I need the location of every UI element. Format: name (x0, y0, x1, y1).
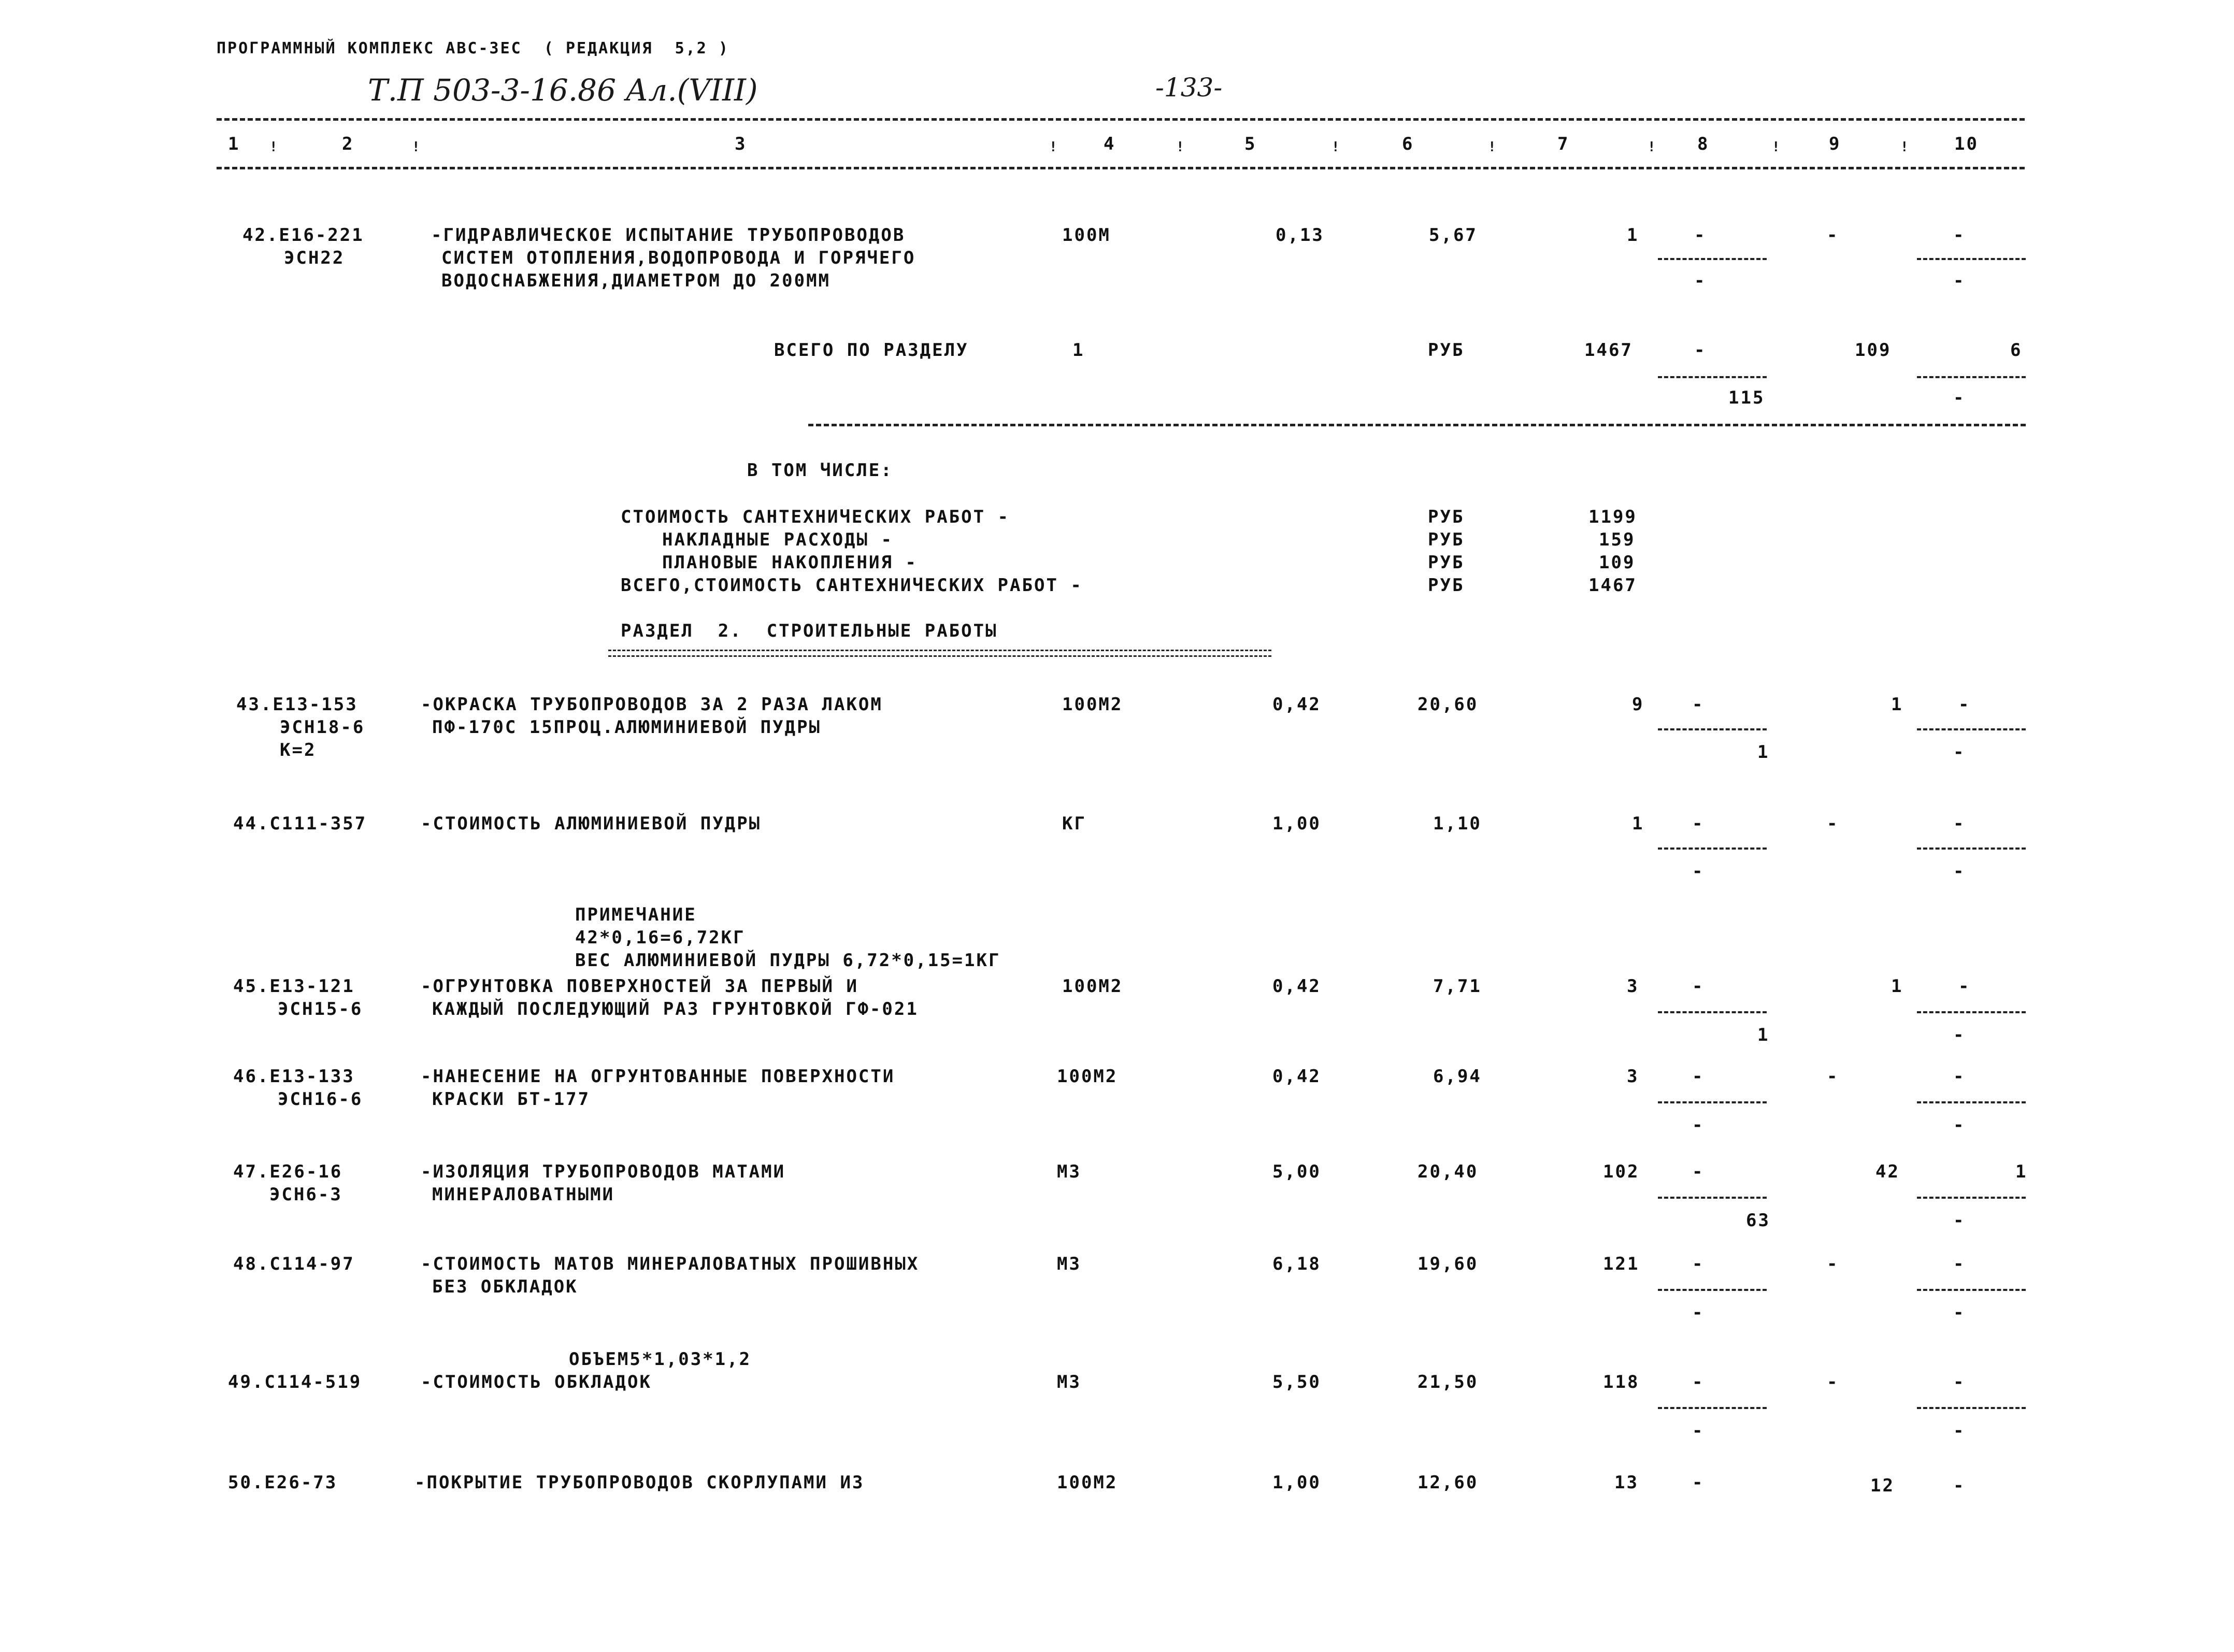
row-total: 9 (1632, 694, 1644, 715)
row-total: 1 (1627, 225, 1639, 246)
row-unit-price: 20,60 (1417, 694, 1479, 715)
row-unit: М3 (1057, 1254, 1081, 1274)
row-total: 121 (1603, 1254, 1640, 1274)
section-total-value: 1467 (1584, 340, 1633, 361)
row-coefficient: К=2 (280, 740, 317, 760)
column-number: 3 (735, 134, 747, 154)
row-col10-top: - (1953, 225, 1966, 246)
note-line: 42*0,16=6,72КГ (575, 927, 746, 948)
row-unit-price: 5,67 (1429, 225, 1478, 246)
row-total: 3 (1627, 1066, 1639, 1087)
row-unit: 100М2 (1062, 976, 1123, 997)
row-code: 44.С111-357 (233, 813, 367, 834)
row-total: 1 (1632, 813, 1644, 834)
row-unit-price: 7,71 (1433, 976, 1482, 997)
row-description: СИСТЕМ ОТОПЛЕНИЯ,ВОДОПРОВОДА И ГОРЯЧЕГО (441, 248, 916, 268)
document-reference: Т.П 503-3-16.86 Ал.(VIII) (368, 73, 758, 108)
row-description: -НАНЕСЕНИЕ НА ОГРУНТОВАННЫЕ ПОВЕРХНОСТИ (421, 1066, 895, 1087)
page-number: -133- (1155, 73, 1223, 103)
row-unit-price: 19,60 (1417, 1254, 1479, 1274)
row-unit: КГ (1062, 813, 1086, 834)
row-unit-price: 21,50 (1417, 1372, 1479, 1392)
including-item-label: НАКЛАДНЫЕ РАСХОДЫ - (662, 529, 893, 550)
row-quantity: 1,00 (1272, 813, 1321, 834)
row-unit-price: 1,10 (1433, 813, 1482, 834)
row-unit-price: 20,40 (1417, 1161, 1479, 1182)
row-description: КРАСКИ БТ-177 (432, 1089, 591, 1110)
section-heading-underline (608, 650, 1271, 657)
section-total-unit: РУБ (1428, 340, 1465, 361)
including-label: В ТОМ ЧИСЛЕ: (747, 460, 893, 481)
row-unit: 100М (1062, 225, 1111, 246)
row-total: 118 (1603, 1372, 1640, 1392)
row-description: -ОКРАСКА ТРУБОПРОВОДОВ ЗА 2 РАЗА ЛАКОМ (421, 694, 883, 715)
row-quantity: 6,18 (1272, 1254, 1321, 1274)
row-description: -ОГРУНТОВКА ПОВЕРХНОСТЕЙ ЗА ПЕРВЫЙ И (421, 976, 858, 997)
column-number: 6 (1402, 134, 1414, 154)
row-norm: ЭСН18-6 (280, 717, 365, 738)
including-item-label: ПЛАНОВЫЕ НАКОПЛЕНИЯ - (662, 552, 918, 573)
section-total-number: 1 (1072, 340, 1085, 361)
row-unit-price: 6,94 (1433, 1066, 1482, 1087)
row-description: КАЖДЫЙ ПОСЛЕДУЮЩИЙ РАЗ ГРУНТОВКОЙ ГФ-021 (432, 999, 919, 1019)
row-code: 46.Е13-133 (233, 1066, 355, 1087)
table-top-rule (217, 118, 2025, 121)
column-number: 4 (1104, 134, 1116, 154)
row-code: 47.Е26-16 (233, 1161, 343, 1182)
row-code: 48.С114-97 (233, 1254, 355, 1274)
volume-note: ОБЪЕМ5*1,03*1,2 (569, 1349, 752, 1370)
row-total: 13 (1614, 1472, 1639, 1493)
row-col10-bottom: - (1953, 270, 1966, 291)
row-description: -СТОИМОСТЬ МАТОВ МИНЕРАЛОВАТНЫХ ПРОШИВНЫХ (421, 1254, 920, 1274)
note-title: ПРИМЕЧАНИЕ (575, 904, 697, 925)
row-unit: М3 (1057, 1372, 1081, 1392)
column-number: 1 (228, 134, 240, 154)
row-norm: ЭСН6-3 (269, 1184, 342, 1205)
including-item-label: СТОИМОСТЬ САНТЕХНИЧЕСКИХ РАБОТ - (621, 507, 1010, 527)
column-number: 7 (1557, 134, 1570, 154)
including-item-value: 109 (1599, 552, 1636, 573)
row-quantity: 0,42 (1272, 694, 1321, 715)
row-norm: ЭСН16-6 (278, 1089, 363, 1110)
row-total: 102 (1603, 1161, 1640, 1182)
row-description: ВОДОСНАБЖЕНИЯ,ДИАМЕТРОМ ДО 200ММ (441, 270, 831, 291)
row-quantity: 1,00 (1272, 1472, 1321, 1493)
section-total-label: ВСЕГО ПО РАЗДЕЛУ (774, 340, 969, 361)
column-number: 5 (1244, 134, 1257, 154)
including-item-value: 159 (1599, 529, 1636, 550)
row-col8-bottom: - (1694, 270, 1707, 291)
section-total-rule (808, 424, 2026, 426)
row-col9: - (1827, 225, 1839, 246)
row-description: ПФ-170С 15ПРОЦ.АЛЮМИНИЕВОЙ ПУДРЫ (432, 717, 822, 738)
row-quantity: 0,42 (1272, 1066, 1321, 1087)
row-col8-top: - (1694, 225, 1707, 246)
column-number: 10 (1954, 134, 1979, 154)
row-quantity: 5,50 (1272, 1372, 1321, 1392)
row-description: -ИЗОЛЯЦИЯ ТРУБОПРОВОДОВ МАТАМИ (421, 1161, 786, 1182)
row-unit: 100М2 (1062, 694, 1123, 715)
row-norm: ЭСН15-6 (278, 999, 363, 1019)
row-description: БЕЗ ОБКЛАДОК (432, 1276, 578, 1297)
row-description: -ПОКРЫТИЕ ТРУБОПРОВОДОВ СКОРЛУПАМИ ИЗ (414, 1472, 865, 1493)
row-quantity: 0,42 (1272, 976, 1321, 997)
row-description: -ГИДРАВЛИЧЕСКОЕ ИСПЫТАНИЕ ТРУБОПРОВОДОВ (431, 225, 906, 246)
row-quantity: 0,13 (1276, 225, 1324, 246)
row-total: 3 (1627, 976, 1639, 997)
row-code: 49.С114-519 (228, 1372, 362, 1392)
including-item-value: 1467 (1588, 575, 1637, 596)
row-code: 43.Е13-153 (236, 694, 358, 715)
row-unit: 100М2 (1057, 1472, 1118, 1493)
row-quantity: 5,00 (1272, 1161, 1321, 1182)
row-code: 50.Е26-73 (228, 1472, 338, 1493)
row-code: 42.Е16-221 (242, 225, 364, 246)
row-norm: ЭСН22 (284, 248, 345, 268)
column-number: 8 (1697, 134, 1710, 154)
row-unit: М3 (1057, 1161, 1081, 1182)
including-item-value: 1199 (1588, 507, 1637, 527)
column-number: 9 (1829, 134, 1841, 154)
program-title: ПРОГРАММНЫЙ КОМПЛЕКС АВС-3ЕС ( РЕДАКЦИЯ 5,2 ) (217, 39, 729, 58)
row-description: -СТОИМОСТЬ ОБКЛАДОК (421, 1372, 652, 1392)
row-description: МИНЕРАЛОВАТНЫМИ (432, 1184, 615, 1205)
row-code: 45.Е13-121 (233, 976, 355, 997)
note-line: ВЕС АЛЮМИНИЕВОЙ ПУДРЫ 6,72*0,15=1КГ (575, 950, 1001, 971)
table-header-rule (217, 167, 2025, 169)
row-description: -СТОИМОСТЬ АЛЮМИНИЕВОЙ ПУДРЫ (421, 813, 762, 834)
including-item-label: ВСЕГО,СТОИМОСТЬ САНТЕХНИЧЕСКИХ РАБОТ - (621, 575, 1083, 596)
row-unit: 100М2 (1057, 1066, 1118, 1087)
column-number: 2 (342, 134, 354, 154)
row-unit-price: 12,60 (1417, 1472, 1479, 1493)
section-heading: РАЗДЕЛ 2. СТРОИТЕЛЬНЫЕ РАБОТЫ (621, 621, 998, 641)
